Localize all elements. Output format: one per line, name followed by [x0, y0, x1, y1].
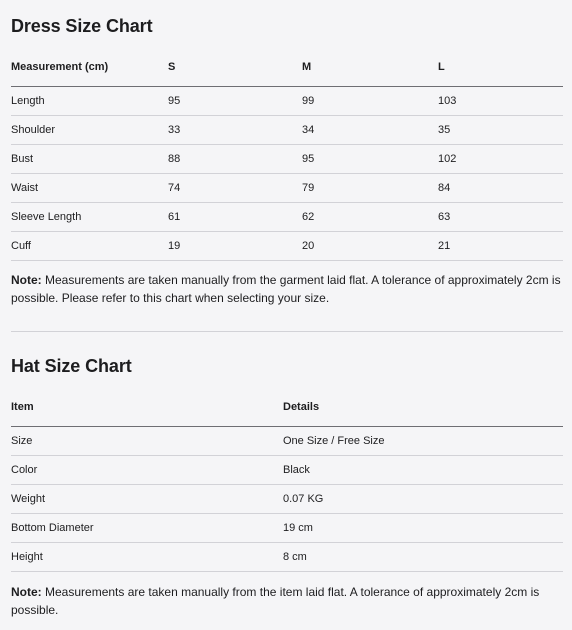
row-detail: 8 cm — [283, 543, 563, 572]
row-label: Waist — [11, 174, 168, 203]
dress-measurement-note — [11, 271, 563, 307]
row-label: Color — [11, 456, 283, 485]
row-label: Weight — [11, 485, 283, 514]
row-detail: One Size / Free Size — [283, 427, 563, 456]
cell-value-m: 79 — [302, 174, 438, 203]
cell-value-s: 33 — [168, 116, 302, 145]
cell-value-l: 63 — [438, 203, 563, 232]
column-header-size-m: M — [302, 48, 438, 87]
dress-size-chart-title: Dress Size Chart — [11, 16, 153, 36]
dress-size-table — [11, 48, 563, 261]
cell-value-m: 34 — [302, 116, 438, 145]
note-text: Measurements are taken manually from the item laid flat. A tolerance of approximately 2cm is possible. — [11, 585, 540, 617]
row-label: Cuff — [11, 232, 168, 261]
table-row — [11, 456, 563, 485]
row-label: Sleeve Length — [11, 203, 168, 232]
row-label: Bust — [11, 145, 168, 174]
column-header-details: Details — [283, 388, 563, 427]
note-label: Note: — [11, 585, 42, 599]
row-detail: Black — [283, 456, 563, 485]
column-header-size-s: S — [168, 48, 302, 87]
cell-value-m: 62 — [302, 203, 438, 232]
cell-value-m: 99 — [302, 87, 438, 116]
table-row — [11, 427, 563, 456]
table-header-row — [11, 388, 563, 427]
table-row — [11, 203, 563, 232]
cell-value-s: 19 — [168, 232, 302, 261]
row-label: Height — [11, 543, 283, 572]
column-header-size-l: L — [438, 48, 563, 87]
column-header-measurement: Measurement (cm) — [11, 48, 168, 87]
table-row — [11, 145, 563, 174]
cell-value-l: 21 — [438, 232, 563, 261]
hat-measurement-note — [11, 583, 563, 619]
cell-value-s: 95 — [168, 87, 302, 116]
column-header-item: Item — [11, 388, 283, 427]
note-label: Note: — [11, 273, 42, 287]
row-detail: 19 cm — [283, 514, 563, 543]
row-detail: 0.07 KG — [283, 485, 563, 514]
row-label: Shoulder — [11, 116, 168, 145]
cell-value-l: 102 — [438, 145, 563, 174]
row-label: Length — [11, 87, 168, 116]
cell-value-s: 74 — [168, 174, 302, 203]
table-row — [11, 116, 563, 145]
cell-value-l: 35 — [438, 116, 563, 145]
table-row — [11, 514, 563, 543]
table-row — [11, 485, 563, 514]
cell-value-l: 103 — [438, 87, 563, 116]
cell-value-m: 95 — [302, 145, 438, 174]
note-text: Measurements are taken manually from the garment laid flat. A tolerance of approximately 2cm is possible. Please refer to this chart when selecting your size. — [11, 273, 561, 305]
table-header-row — [11, 48, 563, 87]
hat-size-chart-title: Hat Size Chart — [11, 356, 132, 376]
hat-size-table — [11, 388, 563, 572]
table-row — [11, 232, 563, 261]
cell-value-m: 20 — [302, 232, 438, 261]
cell-value-l: 84 — [438, 174, 563, 203]
table-row — [11, 174, 563, 203]
section-divider — [11, 331, 563, 332]
cell-value-s: 88 — [168, 145, 302, 174]
cell-value-s: 61 — [168, 203, 302, 232]
row-label: Bottom Diameter — [11, 514, 283, 543]
table-row — [11, 543, 563, 572]
table-row — [11, 87, 563, 116]
row-label: Size — [11, 427, 283, 456]
